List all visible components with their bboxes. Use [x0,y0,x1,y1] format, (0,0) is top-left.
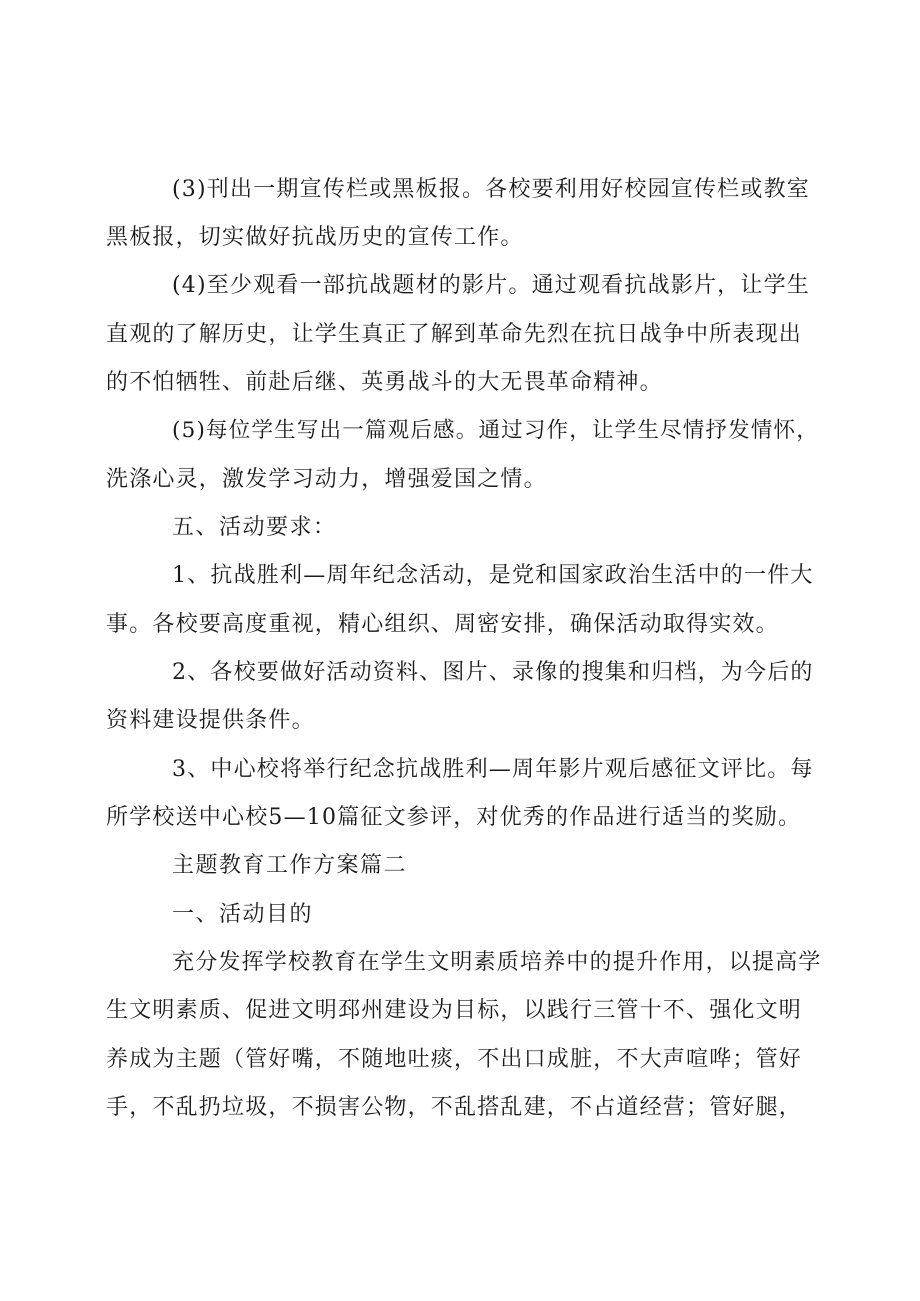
section-title: 主题教育工作方案篇二 [172,853,408,878]
paragraph-line: (3)刊出一期宣传栏或黑板报。各校要利用好校园宣传栏或教室 [172,177,810,202]
section-heading: 一、活动目的 [172,902,314,927]
paragraph-line: 手，不乱扔垃圾，不损害公物，不乱搭乱建，不占道经营；管好腿， [106,1095,803,1120]
paragraph-line: 2、各校要做好活动资料、图片、录像的搜集和归档，为今后的 [172,660,814,685]
paragraph-line: 1、抗战胜利—周年纪念活动，是党和国家政治生活中的一件大 [172,563,814,588]
paragraph-line: 生文明素质、促进文明邳州建设为目标，以践行三管十不、强化文明 [106,998,803,1023]
section-heading: 五、活动要求： [172,515,337,540]
paragraph-line: 的不怕牺牲、前赴后继、英勇战斗的大无畏革命精神。 [106,370,663,395]
paragraph-line: 洗涤心灵，激发学习动力，增强爱国之情。 [106,467,547,492]
paragraph-line: 黑板报，切实做好抗战历史的宣传工作。 [106,225,524,250]
paragraph-line: (4)至少观看一部抗战题材的影片。通过观看抗战影片，让学生 [172,273,810,298]
paragraph-line: 养成为主题（管好嘴，不随地吐痰，不出口成脏，不大声喧哗；管好 [106,1047,803,1072]
paragraph-line: 充分发挥学校教育在学生文明素质培养中的提升作用，以提高学 [172,950,822,975]
paragraph-line: (5)每位学生写出一篇观后感。通过习作，让学生尽情抒发情怀， [172,418,819,443]
paragraph-line: 资料建设提供条件。 [106,708,315,733]
paragraph-line: 直观的了解历史，让学生真正了解到革命先烈在抗日战争中所表现出 [106,322,803,347]
paragraph-line: 事。各校要高度重视，精心组织、周密安排，确保活动取得实效。 [106,612,779,637]
paragraph-line: 所学校送中心校5—10篇征文参评，对优秀的作品进行适当的奖励。 [106,805,802,830]
paragraph-line: 3、中心校将举行纪念抗战胜利—周年影片观后感征文评比。每 [172,757,814,782]
